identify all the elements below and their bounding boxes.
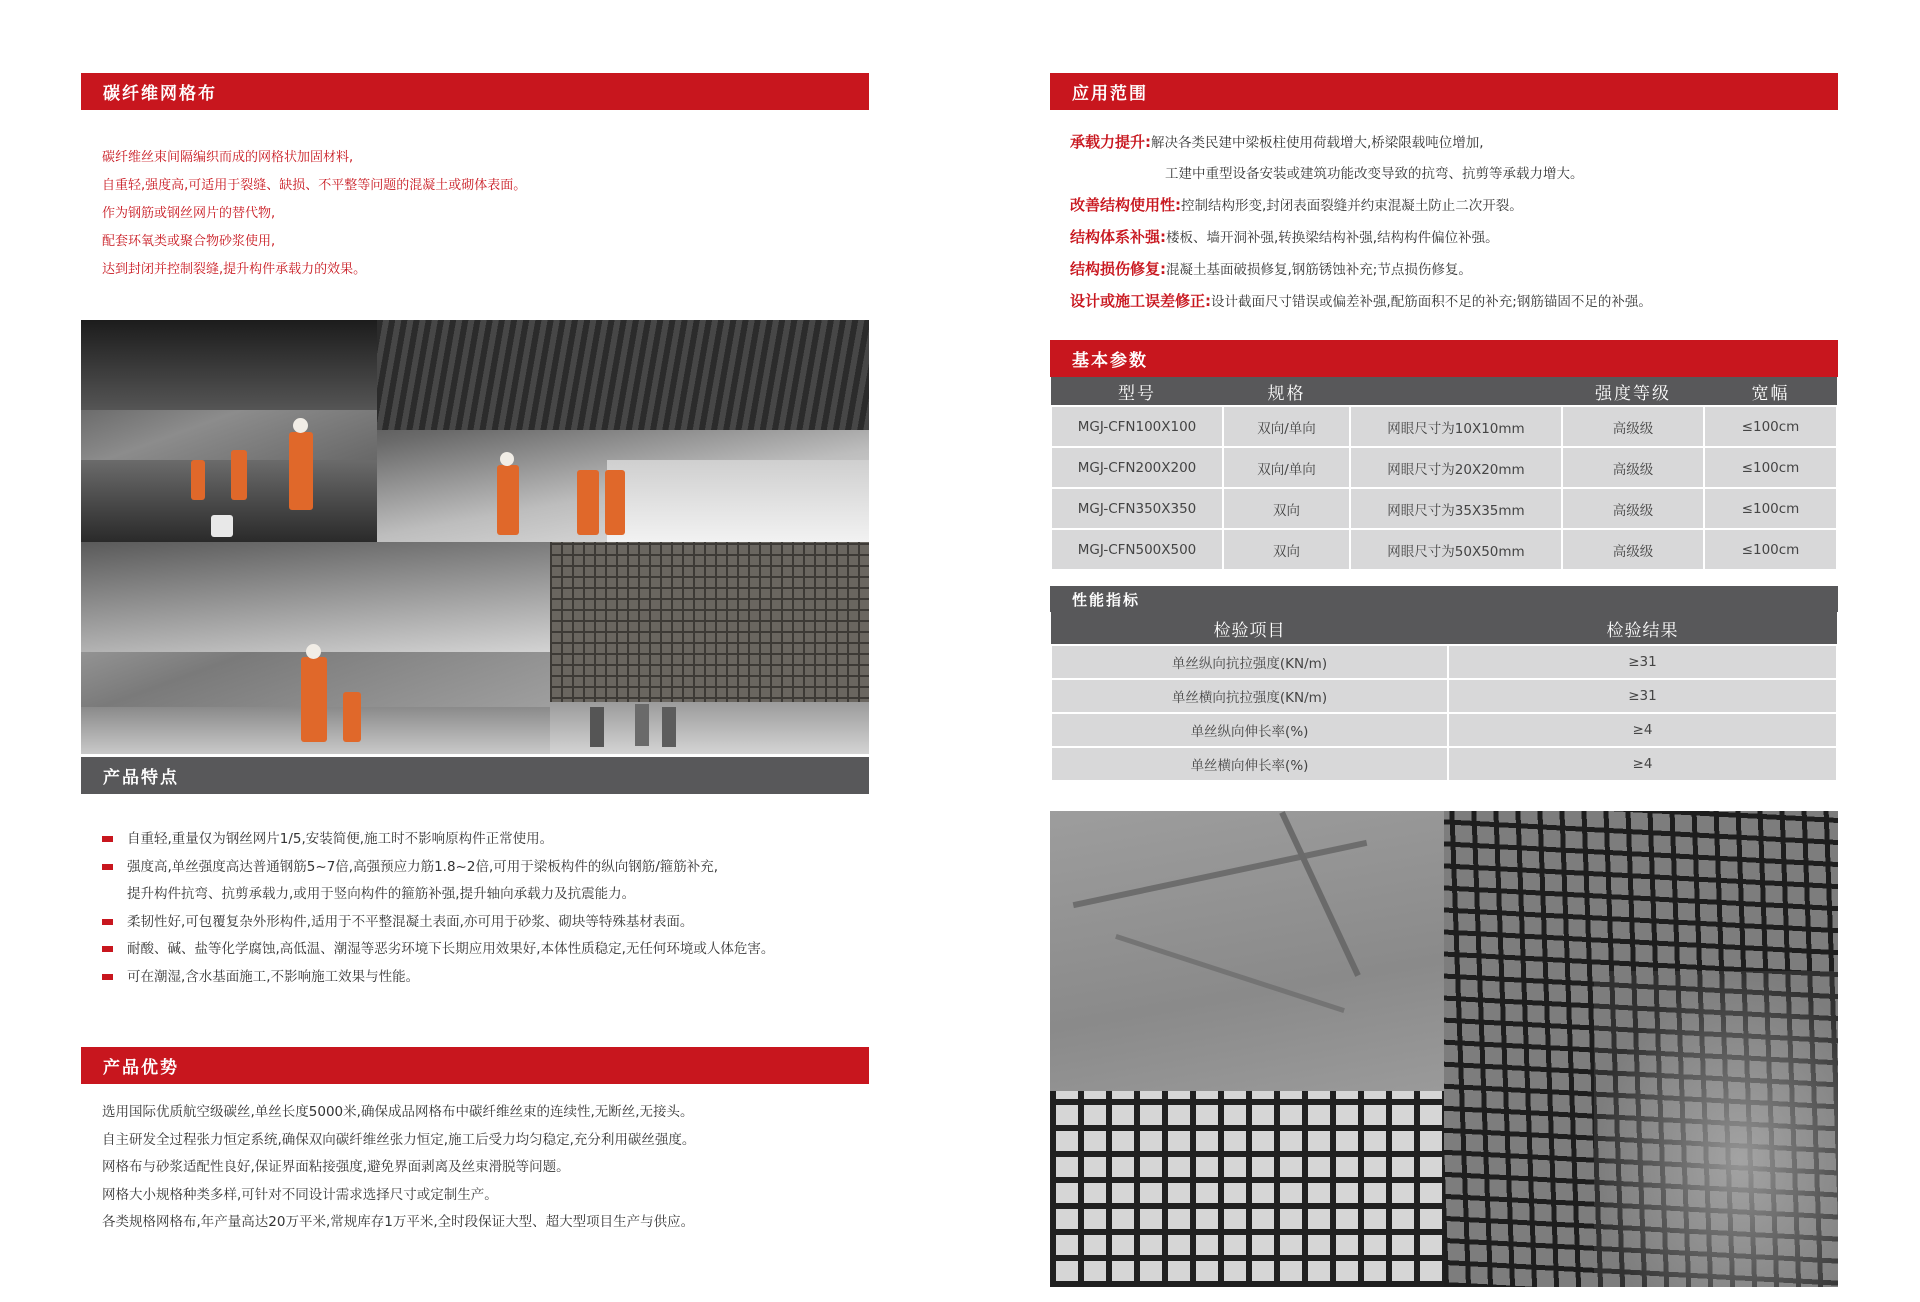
- table-cell: ≥31: [1448, 645, 1837, 679]
- table-cell: ≥4: [1448, 747, 1837, 781]
- table-row: [1051, 406, 1837, 447]
- section-title-performance: [1050, 586, 1838, 612]
- list-item: 耐酸、碱、盐等化学腐蚀,高低温、潮湿等恶劣环境下长期应用效果好,本体性质稳定,无任何环境或人体危害。: [102, 936, 774, 964]
- intro-line: 自重轻,强度高,可适用于裂缝、缺损、不平整等问题的混凝土或砌体表面。: [102, 178, 527, 193]
- list-item: 可在潮湿,含水基面施工,不影响施工效果与性能。: [102, 964, 774, 992]
- table-cell: ≤100cm: [1704, 488, 1837, 529]
- table-cell: 高级级: [1562, 529, 1704, 570]
- table-cell: 网眼尺寸为50X50mm: [1350, 529, 1562, 570]
- table-cell: ≤100cm: [1704, 406, 1837, 447]
- section-title-features: [81, 757, 869, 794]
- list-item: 自主研发全过程张力恒定系统,确保双向碳纤维丝张力恒定,施工后受力均匀稳定,充分利用碳丝强度。: [102, 1131, 696, 1148]
- table-cell: 双向: [1223, 488, 1350, 529]
- column-header: 宽幅: [1704, 377, 1837, 406]
- table-cell: MGJ-CFN200X200: [1051, 447, 1223, 488]
- table-cell: 双向/单向: [1223, 406, 1350, 447]
- section-title-params-text: 基本参数: [1072, 351, 1148, 371]
- table-cell: 网眼尺寸为35X35mm: [1350, 488, 1562, 529]
- params-table: [1050, 377, 1838, 571]
- carbon-grid-photo: [1444, 811, 1838, 1287]
- list-item: 工建中重型设备安装或建筑功能改变导致的抗弯、抗剪等承载力增大。: [1165, 166, 1584, 182]
- section-title-product-text: 碳纤维网格布: [103, 84, 217, 104]
- table-cell: ≥31: [1448, 679, 1837, 713]
- table-cell: MGJ-CFN500X500: [1051, 529, 1223, 570]
- intro-line: 碳纤维丝束间隔编织而成的网格状加固材料,: [102, 150, 354, 165]
- table-cell: ≤100cm: [1704, 447, 1837, 488]
- column-header: [1350, 377, 1562, 406]
- table-cell: 单丝纵向抗拉强度(KN/m): [1051, 645, 1448, 679]
- table-row: [1051, 645, 1837, 679]
- table-header-row: [1051, 612, 1837, 645]
- list-item: 选用国际优质航空级碳丝,单丝长度5000米,确保成品网格布中碳纤维丝束的连续性,无断丝,无接头。: [102, 1104, 694, 1120]
- table-cell: 高级级: [1562, 447, 1704, 488]
- advantages-list: [102, 1099, 695, 1237]
- table-cell: 单丝纵向伸长率(%): [1051, 713, 1448, 747]
- list-item: 网格大小规格种类多样,可针对不同设计需求选择尺寸或定制生产。: [102, 1186, 498, 1203]
- list-item: 柔韧性好,可包覆复杂外形构件,适用于不平整混凝土表面,亦可用于砂浆、砌块等特殊基材表面。: [102, 909, 774, 937]
- list-item: 改善结构使用性:控制结构形变,封闭表面裂缝并约束混凝土防止二次开裂。: [1070, 196, 1523, 214]
- list-item: 提升构件抗弯、抗剪承载力,或用于竖向构件的箍筋补强,提升轴向承载力及抗震能力。: [127, 886, 636, 902]
- column-header: 检验项目: [1051, 612, 1448, 645]
- table-header-row: [1051, 377, 1837, 406]
- table-cell: 高级级: [1562, 406, 1704, 447]
- table-cell: 单丝横向伸长率(%): [1051, 747, 1448, 781]
- table-row: [1051, 529, 1837, 570]
- section-title-performance-text: 性能指标: [1072, 590, 1141, 609]
- list-item: 自重轻,重量仅为钢丝网片1/5,安装简便,施工时不影响原构件正常使用。: [102, 826, 774, 854]
- construction-photo-3: [81, 542, 550, 754]
- intro-line: 达到封闭并控制裂缝,提升构件承载力的效果。: [102, 262, 367, 277]
- table-cell: MGJ-CFN100X100: [1051, 406, 1223, 447]
- list-item: 承载力提升:解决各类民建中梁板柱使用荷载增大,桥梁限载吨位增加,: [1070, 133, 1484, 151]
- section-title-scope: [1050, 73, 1838, 110]
- table-row: [1051, 488, 1837, 529]
- table-cell: 网眼尺寸为20X20mm: [1350, 447, 1562, 488]
- table-row: [1051, 679, 1837, 713]
- table-cell: MGJ-CFN350X350: [1051, 488, 1223, 529]
- table-cell: 高级级: [1562, 488, 1704, 529]
- intro-line: 配套环氧类或聚合物砂浆使用,: [102, 234, 276, 249]
- section-title-advantages-text: 产品优势: [103, 1058, 179, 1078]
- section-title-scope-text: 应用范围: [1072, 84, 1148, 104]
- table-cell: ≥4: [1448, 713, 1837, 747]
- construction-photo-4: [550, 542, 869, 754]
- section-title-features-text: 产品特点: [103, 768, 179, 788]
- table-cell: 双向: [1223, 529, 1350, 570]
- column-header: 规格: [1223, 377, 1350, 406]
- mortar-surface-photo: [1050, 811, 1444, 1287]
- list-item: 结构体系补强:楼板、墙开洞补强,转换梁结构补强,结构构件偏位补强。: [1070, 228, 1499, 246]
- list-item: 强度高,单丝强度高达普通钢筋5~7倍,高强预应力筋1.8~2倍,可用于梁板构件的纵向钢筋/箍筋补充,: [102, 854, 774, 882]
- section-title-product: [81, 73, 869, 110]
- table-cell: 单丝横向抗拉强度(KN/m): [1051, 679, 1448, 713]
- construction-photo-1: [81, 320, 377, 542]
- column-header: 检验结果: [1448, 612, 1837, 645]
- column-header: 型号: [1051, 377, 1223, 406]
- application-scope: [1070, 127, 1652, 318]
- section-title-params: [1050, 340, 1838, 377]
- list-item: 各类规格网格布,年产量高达20万平米,常规库存1万平米,全时段保证大型、超大型项目生产与供应。: [102, 1214, 695, 1230]
- table-row: [1051, 447, 1837, 488]
- intro-line: 作为钢筋或钢丝网片的替代物,: [102, 206, 276, 221]
- table-cell: 双向/单向: [1223, 447, 1350, 488]
- table-cell: ≤100cm: [1704, 529, 1837, 570]
- intro-text: [102, 144, 526, 284]
- list-item: 设计或施工误差修正:设计截面尺寸错误或偏差补强,配筋面积不足的补充;钢筋锚固不足的补强。: [1070, 292, 1652, 310]
- list-item: 结构损伤修复:混凝土基面破损修复,钢筋锈蚀补充;节点损伤修复。: [1070, 260, 1472, 278]
- table-row: [1051, 747, 1837, 781]
- performance-table: [1050, 612, 1838, 782]
- construction-photo-2: [377, 320, 869, 542]
- column-header: 强度等级: [1562, 377, 1704, 406]
- list-item: 网格布与砂浆适配性良好,保证界面粘接强度,避免界面剥离及丝束滑脱等问题。: [102, 1159, 570, 1175]
- table-row: [1051, 713, 1837, 747]
- features-list: [102, 826, 774, 991]
- table-cell: 网眼尺寸为10X10mm: [1350, 406, 1562, 447]
- section-title-advantages: [81, 1047, 869, 1084]
